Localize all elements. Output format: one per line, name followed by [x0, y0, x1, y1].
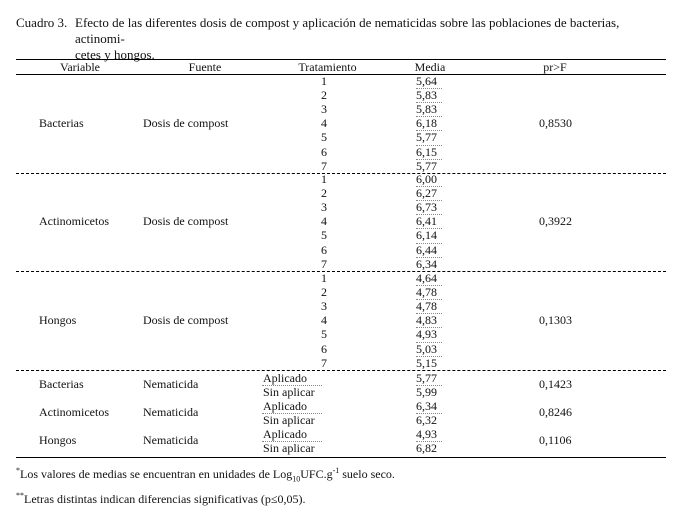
cell-tratamiento: 1 — [321, 271, 327, 285]
group-separator — [16, 271, 666, 272]
caption-number: Cuadro 3. — [16, 15, 68, 30]
cell-variable: Bacterias — [39, 116, 84, 131]
media-separator — [416, 313, 442, 314]
cell-media: 5,03 — [416, 341, 437, 356]
media-separator — [416, 441, 442, 442]
cell-media: 4,78 — [416, 299, 437, 314]
caption-line-1: Efecto de las diferentes dosis de compost y aplicación de nematicidas sobre las poblaciones de bacterias, actinomi- — [75, 15, 620, 46]
cell-pr: 0,8246 — [539, 405, 572, 419]
media-separator — [416, 327, 442, 328]
cell-tratamiento: 6 — [321, 144, 327, 159]
cell-media: 5,83 — [416, 102, 437, 117]
cell-media: 4,78 — [416, 285, 437, 300]
media-separator — [416, 159, 442, 160]
footnotes — [16, 462, 395, 508]
header-variable: Variable — [60, 60, 100, 74]
cell-fuente: Nematicida — [143, 377, 199, 391]
media-separator — [416, 102, 442, 103]
cell-media: 6,34 — [416, 399, 437, 413]
cell-tratamiento: Sin aplicar — [263, 385, 315, 399]
cell-media: 6,32 — [416, 413, 437, 427]
cell-tratamiento: Aplicado — [263, 399, 307, 413]
row-separator — [262, 441, 322, 442]
cell-media: 5,64 — [416, 74, 437, 88]
cell-tratamiento: 2 — [321, 186, 327, 201]
cell-tratamiento: 5 — [321, 327, 327, 342]
cell-pr: 0,1303 — [539, 313, 572, 328]
cell-tratamiento: 7 — [321, 355, 327, 370]
cell-fuente: Nematicida — [143, 405, 199, 419]
cell-media: 5,83 — [416, 88, 437, 103]
cell-tratamiento: 1 — [321, 172, 327, 186]
cell-tratamiento: 6 — [321, 341, 327, 356]
cell-media: 4,64 — [416, 271, 437, 285]
cell-tratamiento: 3 — [321, 299, 327, 314]
cell-tratamiento: 2 — [321, 285, 327, 300]
footnote-2: **Letras distintas indican diferencias significativas (p≤0,05). — [16, 491, 306, 507]
cell-tratamiento: 7 — [321, 256, 327, 271]
cell-tratamiento: 3 — [321, 102, 327, 117]
media-separator — [416, 88, 442, 89]
cell-tratamiento: 5 — [321, 228, 327, 243]
cell-tratamiento: 7 — [321, 158, 327, 173]
table-caption — [16, 15, 666, 63]
media-separator — [416, 356, 442, 357]
cell-tratamiento: 5 — [321, 130, 327, 145]
cell-variable: Actinomicetos — [39, 405, 109, 419]
cell-media: 4,83 — [416, 313, 437, 328]
header-fuente: Fuente — [188, 60, 222, 74]
cell-media: 6,18 — [416, 116, 437, 131]
cell-fuente: Dosis de compost — [143, 313, 229, 328]
media-separator — [416, 130, 442, 131]
media-separator — [416, 285, 442, 286]
cell-variable: Actinomicetos — [39, 214, 109, 229]
cell-tratamiento: 6 — [321, 242, 327, 257]
cell-media: 5,77 — [416, 130, 437, 145]
cell-tratamiento: 4 — [321, 313, 327, 328]
group-separator — [16, 370, 666, 371]
cell-tratamiento: Sin aplicar — [263, 441, 315, 455]
cell-pr: 0,1106 — [539, 433, 572, 447]
media-separator — [416, 186, 442, 187]
cell-tratamiento: 4 — [321, 214, 327, 229]
cell-media: 6,14 — [416, 228, 437, 243]
cell-variable: Hongos — [39, 433, 77, 447]
cell-media: 6,00 — [416, 172, 437, 186]
header-media: Media — [414, 60, 446, 74]
cell-media: 6,44 — [416, 242, 437, 257]
cell-media: 6,41 — [416, 214, 437, 229]
table-bottom-rule — [16, 457, 666, 458]
cell-media: 6,34 — [416, 256, 437, 271]
cell-tratamiento: 2 — [321, 88, 327, 103]
cell-tratamiento: Aplicado — [263, 371, 307, 385]
cell-media: 5,77 — [416, 158, 437, 173]
cell-fuente: Dosis de compost — [143, 214, 229, 229]
caption-line-2: cetes y hongos. — [75, 47, 155, 62]
cell-variable: Bacterias — [39, 377, 84, 391]
cell-tratamiento: 3 — [321, 200, 327, 215]
header-pr: pr>F — [543, 60, 567, 74]
cell-media: 5,77 — [416, 371, 437, 385]
cell-tratamiento: Sin aplicar — [263, 413, 315, 427]
media-separator — [416, 257, 442, 258]
cell-pr: 0,3922 — [539, 214, 572, 229]
cell-media: 5,15 — [416, 355, 437, 370]
cell-fuente: Nematicida — [143, 433, 199, 447]
row-separator — [262, 413, 322, 414]
cell-media: 4,93 — [416, 327, 437, 342]
cell-variable: Hongos — [39, 313, 77, 328]
footnote-1: *Los valores de medias se encuentran en unidades de $Log_{10}UFC.g^{-1}$ suelo seco. — [16, 466, 395, 484]
media-separator — [416, 200, 442, 201]
media-separator — [416, 385, 442, 386]
media-separator — [416, 299, 442, 300]
cell-media: 4,93 — [416, 427, 437, 441]
media-separator — [416, 116, 442, 117]
media-separator — [416, 145, 442, 146]
cell-tratamiento: 1 — [321, 74, 327, 88]
cell-tratamiento: 4 — [321, 116, 327, 131]
media-separator — [416, 342, 442, 343]
cell-media: 6,27 — [416, 186, 437, 201]
group-separator — [16, 173, 666, 174]
cell-pr: 0,1423 — [539, 377, 572, 391]
cell-tratamiento: Aplicado — [263, 427, 307, 441]
cell-media: 6,15 — [416, 144, 437, 159]
cell-fuente: Dosis de compost — [143, 116, 229, 131]
row-separator — [262, 385, 322, 386]
cell-media: 6,82 — [416, 441, 437, 455]
media-separator — [416, 413, 442, 414]
media-separator — [416, 243, 442, 244]
cell-media: 5,99 — [416, 385, 437, 399]
media-separator — [416, 228, 442, 229]
media-separator — [416, 214, 442, 215]
header-tratamiento: Tratamiento — [298, 60, 357, 74]
cell-media: 6,73 — [416, 200, 437, 215]
header-bottom-rule — [16, 74, 666, 75]
cell-pr: 0,8530 — [539, 116, 572, 131]
